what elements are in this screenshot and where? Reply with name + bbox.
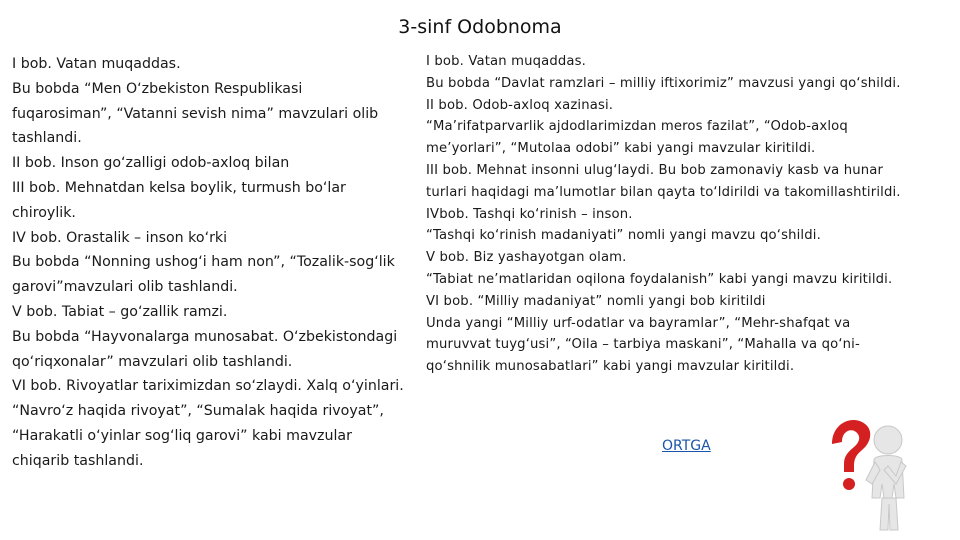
left-line: V bob. Tabiat – go‘zallik ramzi. [12, 303, 228, 320]
right-column [426, 51, 936, 378]
question-person-icon [826, 414, 926, 536]
left-line: IV bob. Orastalik – inson ko‘rki [12, 229, 228, 246]
right-line: me’yorlari”, “Mutolaa odobi” kabi yangi mavzular kiritildi. [426, 141, 816, 157]
left-line: III bob. Mehnatdan kelsa boylik, turmush bo‘lar [12, 179, 346, 196]
right-line: III bob. Mehnat insonni ulug‘laydi. Bu bob zamonaviy kasb va hunar [426, 162, 884, 178]
left-line: II bob. Inson go‘zalligi odob-axloq bilan [12, 155, 290, 172]
left-line: “Navro‘z haqida rivoyat”, “Sumalak haqida rivoyat”, [12, 403, 384, 420]
left-line: Bu bobda “Nonning ushog‘i ham non”, “Tozalik-sog‘lik [12, 254, 395, 271]
left-line: qo‘riqxonalar” mavzulari olib tashlandi. [12, 353, 293, 370]
right-line: “Tabiat ne’matlaridan oqilona foydalanish” kabi yangi mavzu kiritildi. [426, 271, 893, 287]
left-line: “Harakatli o‘yinlar sog‘liq garovi” kabi mavzular [12, 427, 352, 444]
right-line: qo‘shnilik munosabatlari” kabi yangi mavzular kiritildi. [426, 359, 795, 375]
right-line: V bob. Biz yashayotgan olam. [426, 250, 627, 266]
right-line: I bob. Vatan muqaddas. [426, 54, 586, 69]
left-column [12, 52, 402, 474]
left-line: VI bob. Rivoyatlar tariximizdan so‘zlaydi. Xalq o‘yinlari. [12, 378, 404, 395]
left-line: garovi”mavzulari olib tashlandi. [12, 279, 238, 296]
right-line: “Ma’rifatparvarlik ajdodlarimizdan meros fazilat”, “Odob-axloq [426, 119, 848, 135]
right-line: II bob. Odob-axloq xazinasi. [426, 97, 614, 113]
right-line: Unda yangi “Milliy urf-odatlar va bayramlar”, “Mehr-shafqat va [426, 315, 851, 331]
left-line: I bob. Vatan muqaddas. [12, 56, 181, 72]
left-line: chiqarib tashlandi. [12, 452, 144, 469]
left-line: chiroylik. [12, 204, 76, 221]
right-line: Bu bobda “Davlat ramzlari – milliy iftixorimiz” mavzusi yangi qo‘shildi. [426, 75, 901, 91]
back-link[interactable]: ORTGA [662, 438, 711, 454]
left-line: Bu bobda “Men O‘zbekiston Respublikasi [12, 80, 303, 97]
right-line: muruvvat tuyg‘usi”, “Oila – tarbiya maskani”, “Mahalla va qo‘ni- [426, 337, 860, 353]
right-line: turlari haqidagi ma’lumotlar bilan qayta to‘ldirildi va takomillashtirildi. [426, 184, 901, 200]
left-line: Bu bobda “Hayvonalarga munosabat. O‘zbekistondagi [12, 328, 398, 345]
left-line: tashlandi. [12, 130, 82, 147]
page-title: 3-sinf Odobnoma [398, 16, 562, 38]
right-line: IVbob. Tashqi ko‘rinish – inson. [426, 206, 633, 222]
left-line: fuqarosiman”, “Vatanni sevish nima” mavzulari olib [12, 105, 379, 122]
right-line: VI bob. “Milliy madaniyat” nomli yangi bob kiritildi [426, 293, 766, 309]
right-line: “Tashqi ko‘rinish madaniyati” nomli yangi mavzu qo‘shildi. [426, 228, 821, 244]
